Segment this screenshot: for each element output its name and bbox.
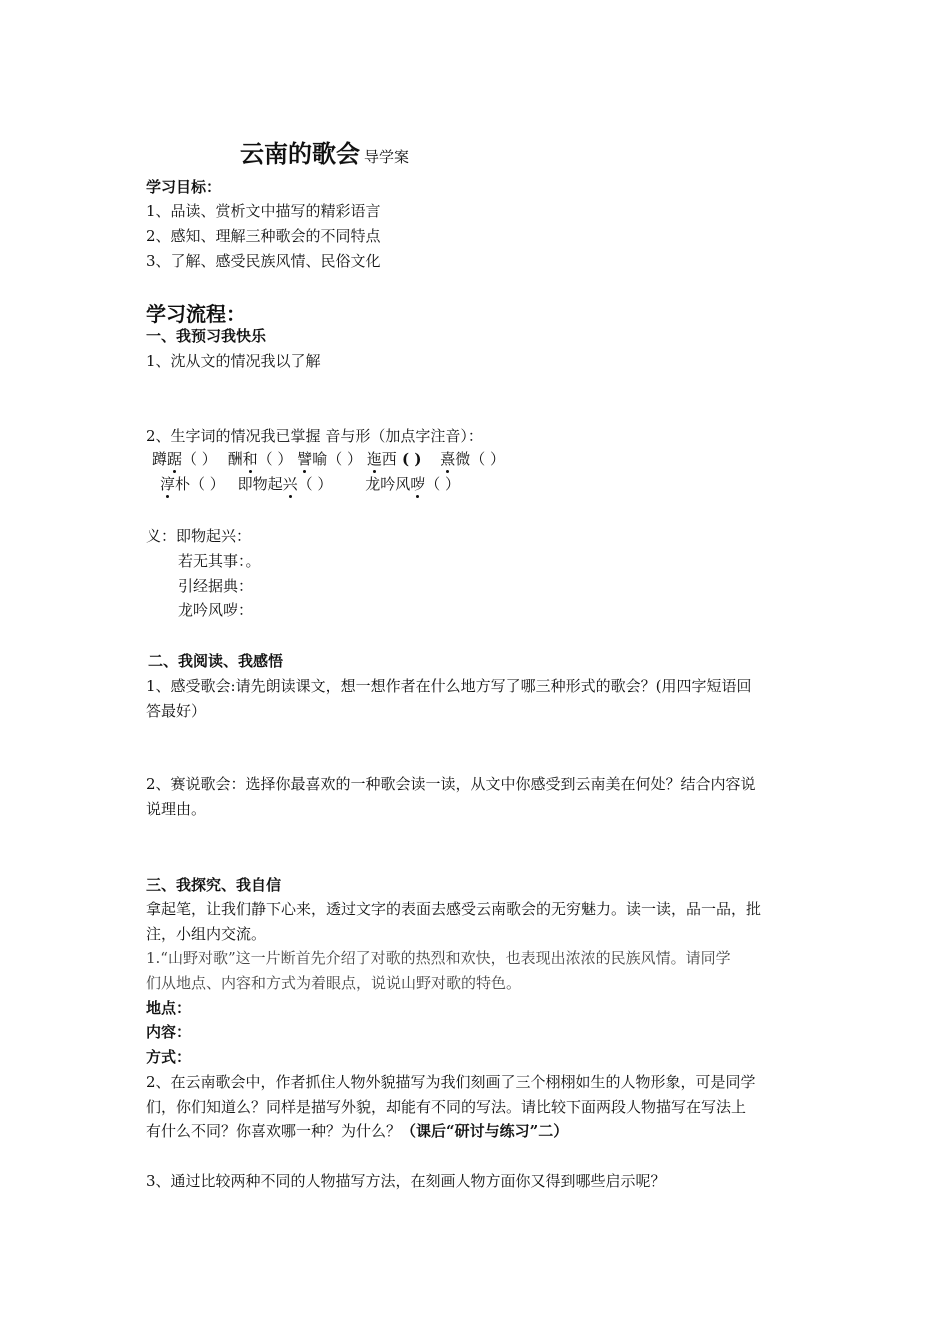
meaning-item: 若无其事：。 — [178, 552, 261, 570]
document-title — [240, 134, 409, 169]
vocab-char: 龙吟风 — [365, 475, 411, 493]
vocab-char: 西 — [381, 450, 397, 468]
part1-q1: 1、沈从文的情况我以了解 — [146, 352, 321, 370]
part2-q2-line: 2、赛说歌会：选择你最喜欢的一种歌会读一读，从文中你感受到云南美在何处？结合内容说 — [146, 775, 756, 793]
title-sub: 导学案 — [364, 148, 410, 166]
dotted-char: 兴 — [282, 475, 298, 493]
part3-heading: 三、我探究、我自信 — [146, 876, 282, 894]
part1-heading: 一、我预习我快乐 — [146, 327, 267, 345]
part1-q2: 2、生字词的情况我已掌握 音与形（加点字注音）： — [146, 427, 483, 445]
part3-q2-text: 有什么不同？你喜欢哪一种？为什么？ — [146, 1122, 402, 1140]
vocab-char: 即物起 — [237, 475, 283, 493]
dotted-char: 淳 — [160, 475, 176, 493]
vocab-item — [160, 474, 225, 494]
dotted-char: 迤 — [366, 450, 382, 468]
vocab-char: 朴 — [175, 475, 191, 493]
vocab-item — [440, 449, 505, 469]
part3-q1-line: 们从地点、内容和方式为着眼点，说说山野对歌的特色。 — [146, 974, 522, 992]
part2-heading: 二、我阅读、我感悟 — [148, 652, 284, 670]
vocab-item — [297, 449, 362, 469]
vocab-blank: （ ） — [297, 475, 333, 493]
vocab-blank: （ ） — [470, 450, 506, 468]
part2-q2-line: 说理由。 — [146, 800, 207, 818]
part2-q1-line: 1、感受歌会:请先朗读课文，想一想作者在什么地方写了哪三种形式的歌会？(用四字短语回 — [146, 677, 752, 695]
vocab-char: 蹲 — [152, 450, 168, 468]
vocab-blank: （ ） — [190, 475, 225, 493]
part2-q1-line: 答最好） — [146, 702, 207, 720]
manner-label: 方式： — [146, 1048, 192, 1066]
dotted-char: 哕 — [410, 475, 426, 493]
title-main: 云南的歌会 — [240, 140, 360, 168]
vocab-item — [228, 449, 293, 469]
vocab-blank: （ ） — [425, 475, 460, 493]
goal-item: 3、了解、感受民族风情、民俗文化 — [146, 252, 381, 270]
vocab-row-1 — [152, 449, 505, 469]
goal-item: 1、品读、赏析文中描写的精彩语言 — [146, 202, 381, 220]
flow-heading: 学习流程： — [146, 302, 246, 326]
vocab-char: 酬 — [227, 450, 243, 468]
part3-q2-line — [146, 1121, 568, 1141]
part3-q2-reference: （课后“研讨与练习”二） — [401, 1122, 569, 1140]
vocab-char: 微 — [455, 450, 471, 468]
vocab-blank: （ ） — [182, 450, 217, 468]
vocab-item — [238, 474, 333, 494]
vocab-item — [365, 474, 460, 494]
meaning-label: 义：即物起兴： — [146, 527, 252, 545]
vocab-item — [367, 449, 422, 469]
part3-intro-line: 注，小组内交流。 — [146, 925, 267, 943]
goal-item: 2、感知、理解三种歌会的不同特点 — [146, 227, 381, 245]
dotted-char: 譬 — [297, 450, 313, 468]
part3-intro-line: 拿起笔，让我们静下心来，透过文字的表面去感受云南歌会的无穷魅力。读一读，品一品，批 — [146, 900, 762, 918]
dotted-char: 熹 — [440, 450, 456, 468]
vocab-char: 喻 — [312, 450, 328, 468]
part3-q3: 3、通过比较两种不同的人物描写方法，在刻画人物方面你又得到哪些启示呢？ — [146, 1172, 666, 1190]
vocab-blank: （ ） — [327, 450, 362, 468]
dotted-char: 踞 — [167, 450, 183, 468]
vocab-item — [152, 449, 217, 469]
part3-q2-line: 2、在云南歌会中，作者抓住人物外貌描写为我们刻画了三个栩栩如生的人物形象，可是同学 — [146, 1073, 756, 1091]
part3-q1-line: 1.“山野对歌”这一片断首先介绍了对歌的热烈和欢快，也表现出浓浓的民族风情。请同学 — [146, 949, 731, 967]
vocab-blank: ( ) — [396, 450, 422, 468]
goals-heading: 学习目标： — [146, 178, 222, 196]
dotted-char: 和 — [242, 450, 258, 468]
place-label: 地点： — [146, 999, 192, 1017]
content-label: 内容： — [146, 1023, 192, 1041]
part3-q2-line: 们，你们知道么？同样是描写外貌，却能有不同的写法。请比较下面两段人物描写在写法上 — [146, 1098, 747, 1116]
meaning-item: 龙吟风哕： — [178, 601, 254, 619]
vocab-blank: （ ） — [257, 450, 293, 468]
meaning-item: 引经据典： — [178, 577, 254, 595]
vocab-row-2 — [160, 474, 460, 494]
